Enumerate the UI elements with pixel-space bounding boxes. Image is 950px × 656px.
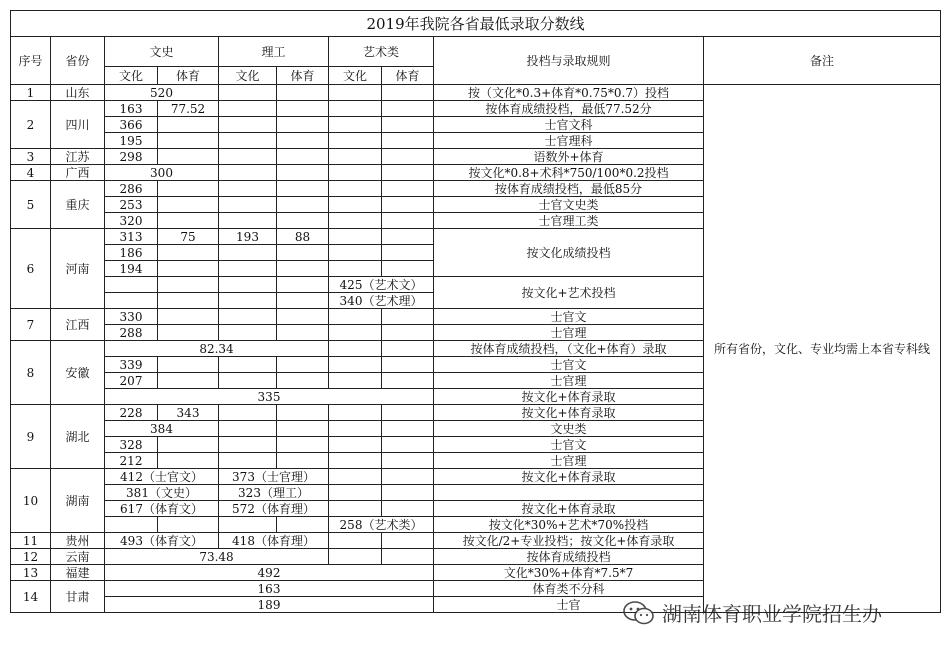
empty-cell (382, 229, 434, 245)
row-province: 湖北 (51, 405, 105, 469)
empty-cell (329, 101, 382, 117)
empty-cell (158, 373, 219, 389)
score-cell: 75 (158, 229, 219, 245)
row-province: 安徽 (51, 341, 105, 405)
empty-cell (329, 373, 382, 389)
score-cell: 572（体育理） (219, 501, 329, 517)
row-index: 11 (11, 533, 51, 549)
rule-cell: 按文化+体育录取 (434, 405, 704, 421)
header-ligong-wenhua: 文化 (219, 67, 277, 85)
empty-cell (277, 149, 329, 165)
empty-cell (382, 341, 434, 357)
row-province: 云南 (51, 549, 105, 565)
empty-cell (329, 501, 382, 517)
empty-cell (219, 325, 277, 341)
empty-cell (219, 197, 277, 213)
empty-cell (382, 325, 434, 341)
rule-cell: 士官文 (434, 357, 704, 373)
empty-cell (219, 437, 277, 453)
score-table (10, 10, 941, 613)
row-province: 江苏 (51, 149, 105, 165)
empty-cell (277, 357, 329, 373)
empty-cell (219, 517, 277, 533)
empty-cell (277, 261, 329, 277)
score-cell: 425（艺术文） (329, 277, 434, 293)
empty-cell (158, 181, 219, 197)
empty-cell (219, 181, 277, 197)
empty-cell (158, 357, 219, 373)
empty-cell (277, 309, 329, 325)
score-cell: 335 (105, 389, 434, 405)
header-yishu: 艺术类 (329, 37, 434, 67)
rule-cell: 按体育成绩投档，最低85分 (434, 181, 704, 197)
rule-cell: 体育类不分科 (434, 581, 704, 597)
row-province: 重庆 (51, 181, 105, 229)
empty-cell (219, 133, 277, 149)
rule-cell: 按文化*0.8+术科*750/100*0.2投档 (434, 165, 704, 181)
empty-cell (277, 101, 329, 117)
header-ligong-tiyu: 体育 (277, 67, 329, 85)
score-cell: 212 (105, 453, 158, 469)
row-index: 1 (11, 85, 51, 101)
row-index: 12 (11, 549, 51, 565)
score-cell: 195 (105, 133, 158, 149)
score-cell: 207 (105, 373, 158, 389)
empty-cell (277, 293, 329, 309)
empty-cell (382, 149, 434, 165)
score-cell: 366 (105, 117, 158, 133)
score-cell: 298 (105, 149, 158, 165)
row-index: 13 (11, 565, 51, 581)
score-cell: 343 (158, 405, 219, 421)
empty-cell (277, 181, 329, 197)
score-cell: 253 (105, 197, 158, 213)
row-province: 四川 (51, 101, 105, 149)
empty-cell (329, 485, 382, 501)
score-cell: 617（体育文） (105, 501, 219, 517)
rule-cell: 语数外+体育 (434, 149, 704, 165)
empty-cell (329, 533, 382, 549)
empty-cell (382, 421, 434, 437)
header-wenshi-wenhua: 文化 (105, 67, 158, 85)
score-cell: 381（文史） (105, 485, 219, 501)
empty-cell (277, 165, 329, 181)
empty-cell (219, 373, 277, 389)
empty-cell (329, 309, 382, 325)
score-cell: 418（体育理） (219, 533, 329, 549)
row-index: 6 (11, 229, 51, 309)
empty-cell (382, 261, 434, 277)
score-cell: 384 (105, 421, 219, 437)
empty-cell (329, 149, 382, 165)
row-index: 7 (11, 309, 51, 341)
empty-cell (277, 373, 329, 389)
empty-cell (219, 213, 277, 229)
empty-cell (329, 181, 382, 197)
empty-cell (158, 117, 219, 133)
header-wenshi: 文史 (105, 37, 219, 67)
score-cell: 339 (105, 357, 158, 373)
empty-cell (329, 229, 382, 245)
rule-cell: 按文化+艺术投档 (434, 277, 704, 309)
rule-cell: 文化*30%+体育*7.5*7 (434, 565, 704, 581)
rule-cell: 按文化+体育录取 (434, 389, 704, 405)
score-cell: 492 (105, 565, 434, 581)
empty-cell (382, 501, 434, 517)
empty-cell (382, 469, 434, 485)
score-cell: 373（士官理） (219, 469, 329, 485)
rule-cell: 按体育成绩投档，（文化+体育）录取 (434, 341, 704, 357)
empty-cell (329, 437, 382, 453)
score-cell: 82.34 (105, 341, 329, 357)
empty-cell (277, 405, 329, 421)
score-cell: 163 (105, 101, 158, 117)
header-province: 省份 (51, 37, 105, 85)
empty-cell (382, 245, 434, 261)
rule-cell: 士官文科 (434, 117, 704, 133)
empty-cell (277, 453, 329, 469)
empty-cell (219, 421, 277, 437)
empty-cell (158, 149, 219, 165)
rule-cell: 士官理 (434, 325, 704, 341)
empty-cell (329, 421, 382, 437)
empty-cell (219, 261, 277, 277)
rule-cell: 文史类 (434, 421, 704, 437)
rule-cell: 士官 (434, 597, 704, 613)
empty-cell (382, 437, 434, 453)
empty-cell (158, 245, 219, 261)
empty-cell (329, 549, 382, 565)
rule-cell: 按体育成绩投档，最低77.52分 (434, 101, 704, 117)
empty-cell (219, 85, 277, 101)
rule-cell: 士官理 (434, 373, 704, 389)
empty-cell (219, 309, 277, 325)
empty-cell (329, 165, 382, 181)
empty-cell (329, 117, 382, 133)
header-yishu-wenhua: 文化 (329, 67, 382, 85)
score-table-container (10, 10, 940, 613)
rule-cell: 按文化成绩投档 (434, 229, 704, 277)
empty-cell (277, 133, 329, 149)
rule-cell: 按文化+体育录取 (434, 501, 704, 517)
score-cell: 286 (105, 181, 158, 197)
rule-cell: 士官文 (434, 437, 704, 453)
score-cell: 193 (219, 229, 277, 245)
score-cell: 313 (105, 229, 158, 245)
empty-cell (382, 533, 434, 549)
watermark-text: 湖南体育职业学院招生办 (662, 602, 882, 626)
header-ligong: 理工 (219, 37, 329, 67)
empty-cell (329, 341, 382, 357)
empty-cell (158, 133, 219, 149)
row-index: 3 (11, 149, 51, 165)
empty-cell (382, 85, 434, 101)
empty-cell (105, 517, 158, 533)
empty-cell (277, 421, 329, 437)
empty-cell (158, 437, 219, 453)
empty-cell (329, 469, 382, 485)
empty-cell (277, 117, 329, 133)
empty-cell (219, 149, 277, 165)
empty-cell (277, 325, 329, 341)
rule-cell (434, 485, 704, 501)
row-province: 福建 (51, 565, 105, 581)
empty-cell (277, 277, 329, 293)
row-province: 河南 (51, 229, 105, 309)
empty-cell (329, 197, 382, 213)
score-cell: 288 (105, 325, 158, 341)
empty-cell (329, 261, 382, 277)
empty-cell (329, 245, 382, 261)
empty-cell (219, 277, 277, 293)
score-cell: 300 (105, 165, 219, 181)
empty-cell (219, 293, 277, 309)
score-cell: 77.52 (158, 101, 219, 117)
row-province: 贵州 (51, 533, 105, 549)
empty-cell (158, 309, 219, 325)
row-province: 广西 (51, 165, 105, 181)
empty-cell (329, 133, 382, 149)
empty-cell (219, 357, 277, 373)
row-index: 8 (11, 341, 51, 405)
empty-cell (277, 437, 329, 453)
score-cell: 412（士官文） (105, 469, 219, 485)
header-yishu-tiyu: 体育 (382, 67, 434, 85)
score-cell: 493（体育文） (105, 533, 219, 549)
score-cell: 194 (105, 261, 158, 277)
empty-cell (382, 485, 434, 501)
empty-cell (158, 261, 219, 277)
empty-cell (329, 85, 382, 101)
empty-cell (382, 309, 434, 325)
rule-cell: 按体育成绩投档 (434, 549, 704, 565)
row-index: 2 (11, 101, 51, 149)
empty-cell (277, 245, 329, 261)
table-title: 2019年我院各省最低录取分数线 (11, 11, 941, 37)
empty-cell (382, 117, 434, 133)
empty-cell (219, 405, 277, 421)
score-cell: 340（艺术理） (329, 293, 434, 309)
empty-cell (329, 453, 382, 469)
rule-cell: 士官理工类 (434, 213, 704, 229)
empty-cell (277, 517, 329, 533)
empty-cell (382, 453, 434, 469)
empty-cell (382, 165, 434, 181)
rule-cell: 按（文化*0.3+体育*0.75*0.7）投档 (434, 85, 704, 101)
rule-cell: 按文化+体育录取 (434, 469, 704, 485)
score-cell: 186 (105, 245, 158, 261)
empty-cell (329, 325, 382, 341)
score-cell: 320 (105, 213, 158, 229)
empty-cell (382, 357, 434, 373)
row-index: 4 (11, 165, 51, 181)
score-cell: 189 (105, 597, 434, 613)
row-province: 江西 (51, 309, 105, 341)
score-cell: 258（艺术类） (329, 517, 434, 533)
empty-cell (382, 133, 434, 149)
score-cell: 163 (105, 581, 434, 597)
note-cell: 所有省份，文化、专业均需上本省专科线 (704, 85, 941, 613)
row-province: 甘肃 (51, 581, 105, 613)
empty-cell (219, 453, 277, 469)
empty-cell (382, 405, 434, 421)
rule-cell: 士官理科 (434, 133, 704, 149)
empty-cell (382, 213, 434, 229)
row-index: 10 (11, 469, 51, 533)
score-cell: 323（理工） (219, 485, 329, 501)
row-province: 山东 (51, 85, 105, 101)
header-rule: 投档与录取规则 (434, 37, 704, 85)
header-index: 序号 (11, 37, 51, 85)
rule-cell: 按文化*30%+艺术*70%投档 (434, 517, 704, 533)
row-index: 5 (11, 181, 51, 229)
empty-cell (277, 85, 329, 101)
empty-cell (382, 549, 434, 565)
empty-cell (219, 165, 277, 181)
score-cell: 228 (105, 405, 158, 421)
header-wenshi-tiyu: 体育 (158, 67, 219, 85)
empty-cell (105, 277, 158, 293)
empty-cell (329, 405, 382, 421)
score-cell: 88 (277, 229, 329, 245)
empty-cell (382, 197, 434, 213)
rule-cell: 士官文 (434, 309, 704, 325)
score-cell: 520 (105, 85, 219, 101)
empty-cell (277, 197, 329, 213)
empty-cell (158, 213, 219, 229)
rule-cell: 士官文史类 (434, 197, 704, 213)
row-index: 9 (11, 405, 51, 469)
empty-cell (219, 101, 277, 117)
row-province: 湖南 (51, 469, 105, 533)
empty-cell (105, 293, 158, 309)
empty-cell (329, 213, 382, 229)
empty-cell (158, 197, 219, 213)
rule-cell: 按文化/2+专业投档；按文化+体育录取 (434, 533, 704, 549)
empty-cell (158, 277, 219, 293)
empty-cell (329, 357, 382, 373)
header-note: 备注 (704, 37, 941, 85)
empty-cell (158, 325, 219, 341)
empty-cell (219, 117, 277, 133)
empty-cell (158, 293, 219, 309)
row-index: 14 (11, 581, 51, 613)
empty-cell (277, 213, 329, 229)
score-cell: 73.48 (105, 549, 329, 565)
rule-cell: 士官理 (434, 453, 704, 469)
empty-cell (382, 181, 434, 197)
empty-cell (382, 101, 434, 117)
empty-cell (382, 373, 434, 389)
empty-cell (158, 453, 219, 469)
score-cell: 330 (105, 309, 158, 325)
empty-cell (158, 517, 219, 533)
score-cell: 328 (105, 437, 158, 453)
empty-cell (219, 245, 277, 261)
